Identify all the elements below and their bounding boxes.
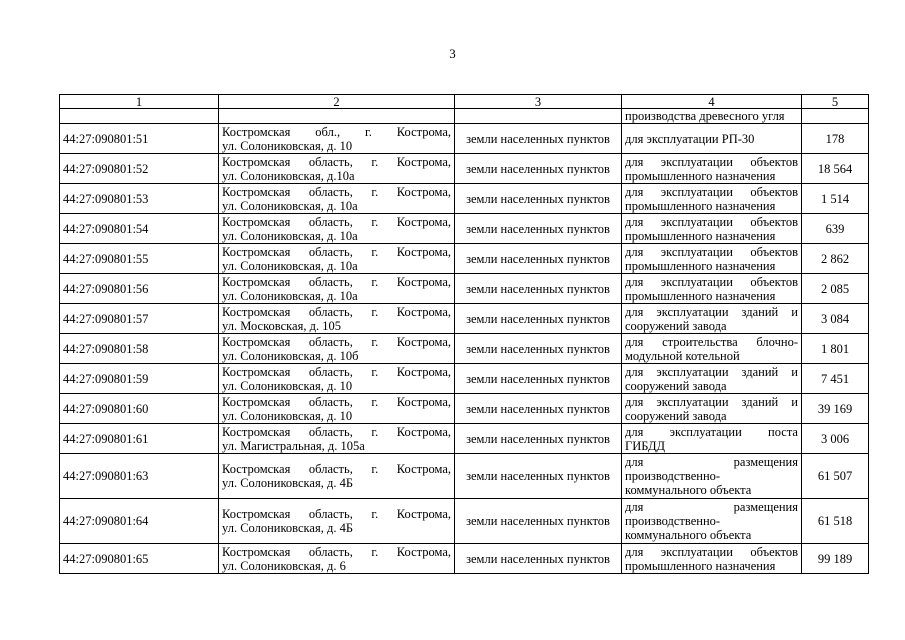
address-word: область,	[308, 244, 353, 259]
address-line-1	[222, 275, 451, 289]
address-cell	[219, 424, 455, 454]
address-word: Кострома,	[396, 244, 451, 259]
land-category: земли населенных пунктов	[455, 424, 622, 454]
address-line-2: ул. Солониковская, д. 6	[222, 558, 346, 573]
permitted-use-line: для эксплуатации объектов	[625, 184, 798, 199]
permitted-use-line: для эксплуатации поста	[625, 424, 798, 439]
address-line-1	[222, 185, 451, 199]
area-sqm: 1 514	[802, 184, 869, 214]
empty-cell	[455, 109, 622, 124]
permitted-use-line: для строительства блочно-	[625, 334, 798, 349]
area-sqm: 61 518	[802, 499, 869, 544]
table-row	[60, 544, 869, 574]
address-line-1	[222, 155, 451, 169]
land-category: земли населенных пунктов	[455, 544, 622, 574]
address-line-1	[222, 425, 451, 439]
address-word: область,	[308, 394, 353, 409]
permitted-use-line: коммунального объекта	[625, 483, 752, 497]
permitted-use-line: сооружений завода	[625, 408, 727, 423]
land-category: земли населенных пунктов	[455, 274, 622, 304]
address-word: г.	[371, 154, 379, 169]
permitted-use-line: сооружений завода	[625, 318, 727, 333]
address-word: г.	[371, 244, 379, 259]
address-word: область,	[308, 424, 353, 439]
area-sqm: 2 085	[802, 274, 869, 304]
address-line-1	[222, 305, 451, 319]
permitted-use-line: для эксплуатации объектов	[625, 274, 798, 289]
address-line-2: ул. Солониковская, д. 10а	[222, 288, 358, 303]
address-line-1	[222, 507, 451, 521]
address-cell	[219, 124, 455, 154]
address-word: Костромская	[222, 274, 291, 289]
land-category: земли населенных пунктов	[455, 154, 622, 184]
permitted-use-line: для эксплуатации РП-30	[625, 131, 755, 146]
permitted-use-line: для эксплуатации объектов	[625, 154, 798, 169]
address-cell	[219, 364, 455, 394]
address-line-2: ул. Солониковская, д.10а	[222, 168, 355, 183]
permitted-use-line: коммунального объекта	[625, 528, 752, 542]
column-number: 1	[60, 95, 219, 109]
address-word: область,	[308, 184, 353, 199]
address-line-2: ул. Солониковская, д. 10а	[222, 258, 358, 273]
land-category: земли населенных пунктов	[455, 364, 622, 394]
continuation-row	[60, 109, 869, 124]
address-word: г.	[371, 394, 379, 409]
address-word: г.	[371, 424, 379, 439]
address-line-2: ул. Солониковская, д. 10	[222, 408, 353, 423]
address-word: Кострома,	[396, 424, 451, 439]
address-line-2: ул. Солониковская, д. 10а	[222, 228, 358, 243]
land-category: земли населенных пунктов	[455, 304, 622, 334]
table-row	[60, 274, 869, 304]
address-cell	[219, 334, 455, 364]
cadastral-number: 44:27:090801:53	[60, 184, 219, 214]
permitted-use-line: ГИБДД	[625, 438, 666, 453]
cadastral-number: 44:27:090801:64	[60, 499, 219, 544]
land-category: земли населенных пунктов	[455, 454, 622, 499]
address-word: Кострома,	[396, 184, 451, 199]
permitted-use-line: промышленного назначения	[625, 228, 776, 243]
address-word: Кострома,	[396, 507, 451, 521]
address-word: Кострома,	[396, 394, 451, 409]
address-word: г.	[371, 462, 379, 476]
permitted-use-line: сооружений завода	[625, 378, 727, 393]
address-line-1	[222, 215, 451, 229]
address-line-1	[222, 365, 451, 379]
permitted-use-line: промышленного назначения	[625, 168, 776, 183]
permitted-use-line: промышленного назначения	[625, 198, 776, 213]
column-number: 4	[622, 95, 802, 109]
address-line-1	[222, 245, 451, 259]
permitted-use	[622, 154, 802, 184]
permitted-use-line: для эксплуатации объектов	[625, 544, 798, 559]
address-word: область,	[308, 334, 353, 349]
address-word: Кострома,	[396, 462, 451, 476]
address-word: Костромская	[222, 214, 291, 229]
permitted-use-line: модульной котельной	[625, 348, 740, 363]
address-word: Костромская	[222, 544, 291, 559]
cadastral-number: 44:27:090801:54	[60, 214, 219, 244]
address-cell	[219, 454, 455, 499]
address-word: г.	[371, 304, 379, 319]
permitted-use-line: для эксплуатации объектов	[625, 244, 798, 259]
address-word: Костромская	[222, 154, 291, 169]
address-word: г.	[371, 334, 379, 349]
permitted-use	[622, 184, 802, 214]
permitted-use-line: для размещения	[625, 500, 798, 514]
empty-cell	[219, 109, 455, 124]
table-row	[60, 394, 869, 424]
address-line-2: ул. Солониковская, д. 10	[222, 378, 353, 393]
address-word: Кострома,	[396, 214, 451, 229]
address-word: Костромская	[222, 462, 291, 476]
permitted-use-continuation: производства древесного угля	[622, 109, 802, 124]
address-line-2: ул. Солониковская, д. 4Б	[222, 521, 354, 535]
permitted-use	[622, 274, 802, 304]
land-category: земли населенных пунктов	[455, 124, 622, 154]
land-category: земли населенных пунктов	[455, 499, 622, 544]
permitted-use	[622, 244, 802, 274]
permitted-use	[622, 214, 802, 244]
area-sqm: 178	[802, 124, 869, 154]
permitted-use	[622, 424, 802, 454]
address-word: Костромская	[222, 424, 291, 439]
permitted-use-line: производственно-	[625, 469, 721, 483]
cadastral-number: 44:27:090801:63	[60, 454, 219, 499]
permitted-use-line: для размещения	[625, 455, 798, 469]
table-row	[60, 334, 869, 364]
area-sqm: 18 564	[802, 154, 869, 184]
table-row	[60, 364, 869, 394]
address-cell	[219, 394, 455, 424]
table-row	[60, 454, 869, 499]
address-word: область,	[308, 462, 353, 476]
address-word: Кострома,	[396, 364, 451, 379]
permitted-use	[622, 364, 802, 394]
column-number-row	[60, 95, 869, 109]
address-word: область,	[308, 544, 353, 559]
address-word: Кострома,	[396, 124, 451, 139]
cadastral-number: 44:27:090801:51	[60, 124, 219, 154]
address-word: г.	[371, 507, 379, 521]
permitted-use	[622, 454, 802, 499]
permitted-use-line: для эксплуатации зданий и	[625, 394, 798, 409]
address-line-2: ул. Солониковская, д. 10	[222, 138, 353, 153]
address-line-1	[222, 335, 451, 349]
permitted-use-line: производственно-	[625, 514, 721, 528]
table-row	[60, 499, 869, 544]
permitted-use	[622, 124, 802, 154]
permitted-use	[622, 394, 802, 424]
address-word: г.	[371, 544, 379, 559]
permitted-use	[622, 499, 802, 544]
address-word: область,	[308, 214, 353, 229]
address-word: Костромская	[222, 184, 291, 199]
page-number: 3	[449, 46, 456, 61]
address-word: Костромская	[222, 124, 291, 139]
land-category: земли населенных пунктов	[455, 184, 622, 214]
address-line-1	[222, 462, 451, 476]
land-plots-table	[59, 94, 869, 574]
cadastral-number: 44:27:090801:59	[60, 364, 219, 394]
address-word: г.	[371, 274, 379, 289]
cadastral-number: 44:27:090801:52	[60, 154, 219, 184]
table-row	[60, 304, 869, 334]
column-number: 3	[455, 95, 622, 109]
area-sqm: 2 862	[802, 244, 869, 274]
address-line-2: ул. Магистральная, д. 105а	[222, 438, 365, 453]
address-cell	[219, 304, 455, 334]
permitted-use-line: промышленного назначения	[625, 558, 776, 573]
address-word: область,	[308, 364, 353, 379]
address-word: Кострома,	[396, 274, 451, 289]
table-row	[60, 424, 869, 454]
address-word: Костромская	[222, 394, 291, 409]
address-line-2: ул. Солониковская, д. 4Б	[222, 476, 354, 490]
table-row	[60, 214, 869, 244]
address-word: обл.,	[315, 124, 341, 139]
permitted-use-line: промышленного назначения	[625, 258, 776, 273]
area-sqm: 3 006	[802, 424, 869, 454]
permitted-use-line: для эксплуатации зданий и	[625, 304, 798, 319]
table-row	[60, 184, 869, 214]
address-line-1	[222, 395, 451, 409]
address-word: г.	[371, 184, 379, 199]
empty-cell	[802, 109, 869, 124]
permitted-use	[622, 334, 802, 364]
address-cell	[219, 274, 455, 304]
address-word: Костромская	[222, 304, 291, 319]
address-word: область,	[308, 274, 353, 289]
column-number: 5	[802, 95, 869, 109]
address-cell	[219, 244, 455, 274]
address-cell	[219, 154, 455, 184]
address-word: Костромская	[222, 244, 291, 259]
area-sqm: 1 801	[802, 334, 869, 364]
address-line-2: ул. Московская, д. 105	[222, 318, 341, 333]
permitted-use-line: для эксплуатации зданий и	[625, 364, 798, 379]
address-cell	[219, 214, 455, 244]
address-word: г.	[365, 124, 372, 139]
land-category: земли населенных пунктов	[455, 244, 622, 274]
land-category: земли населенных пунктов	[455, 214, 622, 244]
cadastral-number: 44:27:090801:61	[60, 424, 219, 454]
land-category: земли населенных пунктов	[455, 394, 622, 424]
area-sqm: 7 451	[802, 364, 869, 394]
cadastral-number: 44:27:090801:60	[60, 394, 219, 424]
address-word: г.	[371, 364, 379, 379]
permitted-use-line: для эксплуатации объектов	[625, 214, 798, 229]
cadastral-number: 44:27:090801:65	[60, 544, 219, 574]
address-word: Кострома,	[396, 334, 451, 349]
address-word: область,	[308, 507, 353, 521]
address-line-1	[222, 125, 451, 139]
address-word: Костромская	[222, 364, 291, 379]
cadastral-number: 44:27:090801:56	[60, 274, 219, 304]
address-word: Костромская	[222, 507, 291, 521]
table-row	[60, 154, 869, 184]
area-sqm: 3 084	[802, 304, 869, 334]
address-word: Кострома,	[396, 544, 451, 559]
address-line-2: ул. Солониковская, д. 10б	[222, 348, 359, 363]
table-row	[60, 244, 869, 274]
address-word: область,	[308, 154, 353, 169]
permitted-use-line: промышленного назначения	[625, 288, 776, 303]
area-sqm: 39 169	[802, 394, 869, 424]
address-cell	[219, 184, 455, 214]
address-line-1	[222, 545, 451, 559]
address-word: г.	[371, 214, 379, 229]
empty-cell	[60, 109, 219, 124]
address-word: Костромская	[222, 334, 291, 349]
address-word: Кострома,	[396, 154, 451, 169]
area-sqm: 639	[802, 214, 869, 244]
address-cell	[219, 499, 455, 544]
address-word: область,	[308, 304, 353, 319]
permitted-use	[622, 544, 802, 574]
permitted-use	[622, 304, 802, 334]
table-row	[60, 124, 869, 154]
address-word: Кострома,	[396, 304, 451, 319]
cadastral-number: 44:27:090801:55	[60, 244, 219, 274]
cadastral-number: 44:27:090801:57	[60, 304, 219, 334]
area-sqm: 61 507	[802, 454, 869, 499]
area-sqm: 99 189	[802, 544, 869, 574]
land-category: земли населенных пунктов	[455, 334, 622, 364]
address-cell	[219, 544, 455, 574]
cadastral-number: 44:27:090801:58	[60, 334, 219, 364]
address-line-2: ул. Солониковская, д. 10а	[222, 198, 358, 213]
column-number: 2	[219, 95, 455, 109]
